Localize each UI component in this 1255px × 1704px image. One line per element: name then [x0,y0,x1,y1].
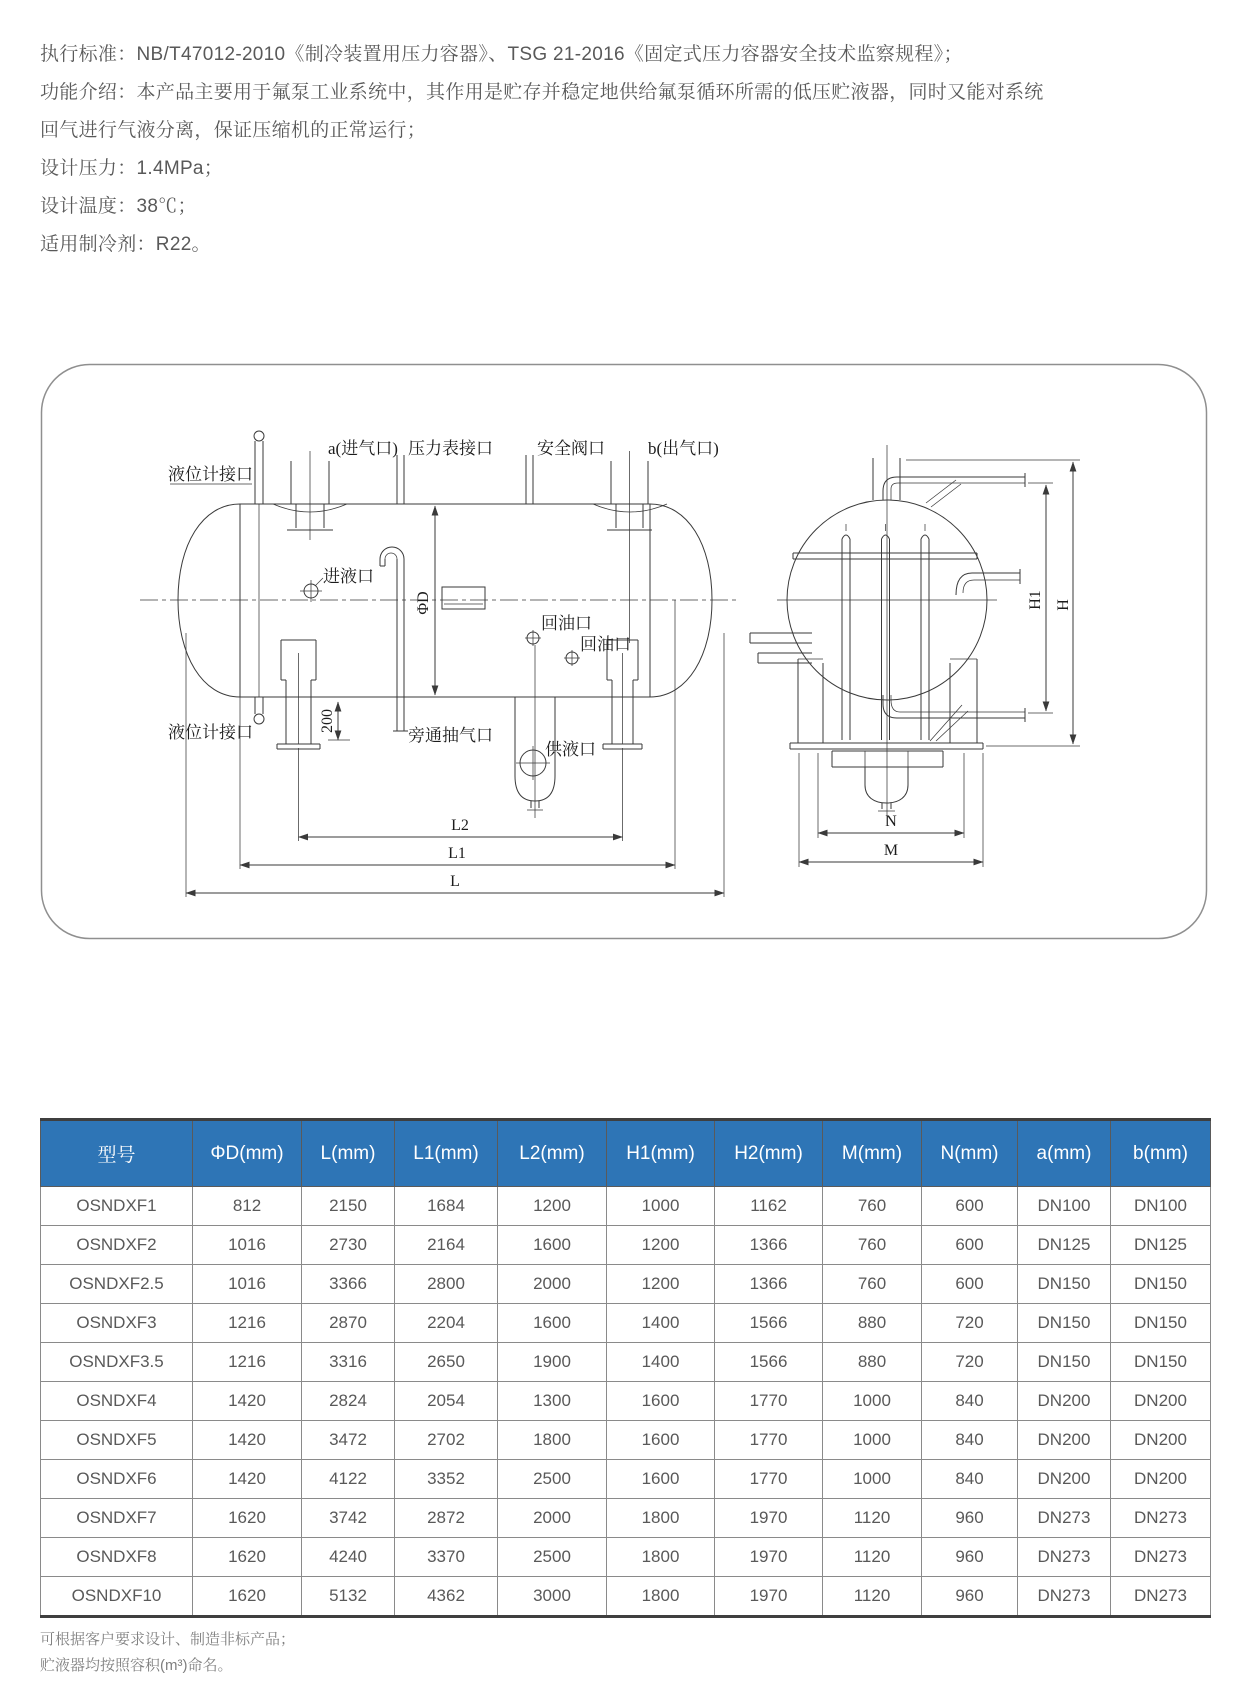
intro-line: 适用制冷剂：R22。 [40,234,211,255]
model-cell: OSNDXF2.5 [41,1265,193,1304]
oil-return-label-2: 回油口 [580,635,631,654]
value-cell: 840 [922,1382,1018,1421]
value-cell: 1016 [193,1265,302,1304]
value-cell: 1770 [715,1460,823,1499]
intro-line: 回气进行气液分离，保证压缩机的正常运行； [40,120,427,141]
value-cell: 3366 [302,1265,395,1304]
end-right-pipe [956,569,1020,595]
table-row [41,1343,1211,1382]
column-header: L1(mm) [395,1120,498,1187]
liquid-inlet-label: 进液口 [323,567,374,586]
column-header: L2(mm) [498,1120,607,1187]
value-cell: 1770 [715,1421,823,1460]
value-cell: 960 [922,1538,1018,1577]
value-cell: 2000 [498,1265,607,1304]
footnote-line: 贮液器均按照容积(m³)命名。 [40,1657,233,1674]
value-cell: DN200 [1111,1421,1211,1460]
level-gauge-bottom-nozzle [254,697,264,724]
safety-valve-label: 安全阀口 [537,439,605,458]
table-row [41,1265,1211,1304]
value-cell: DN125 [1018,1226,1111,1265]
liquid-inlet-port [300,578,323,602]
table-row [41,1460,1211,1499]
value-cell: 2702 [395,1421,498,1460]
value-cell: 760 [823,1265,922,1304]
value-cell: 880 [823,1343,922,1382]
value-cell: 760 [823,1226,922,1265]
intro-text [40,36,1190,264]
intro-line: 设计温度：38℃； [40,196,197,217]
value-cell: 2164 [395,1226,498,1265]
value-cell: DN125 [1111,1226,1211,1265]
footnote-line: 可根据客户要求设计、制造非标产品； [40,1631,296,1648]
value-cell: 1620 [193,1499,302,1538]
tank-shell [178,504,712,697]
value-cell: DN273 [1111,1577,1211,1617]
value-cell: 2872 [395,1499,498,1538]
value-cell: 1016 [193,1226,302,1265]
value-cell: 1600 [607,1421,715,1460]
value-cell: 812 [193,1187,302,1226]
model-cell: OSNDXF5 [41,1421,193,1460]
value-cell: 1600 [498,1226,607,1265]
footnotes [40,1627,295,1679]
value-cell: 1600 [607,1460,715,1499]
value-cell: 720 [922,1304,1018,1343]
spec-table [40,1118,1211,1618]
value-cell: 1420 [193,1421,302,1460]
value-cell: DN273 [1111,1499,1211,1538]
value-cell: 1620 [193,1538,302,1577]
value-cell: 4362 [395,1577,498,1617]
oil-return-port-1 [525,630,541,646]
table-header-row [41,1120,1211,1187]
value-cell: 1600 [498,1304,607,1343]
value-cell: 3352 [395,1460,498,1499]
value-cell: DN273 [1018,1499,1111,1538]
dim-M-label: M [883,842,899,859]
value-cell: 1400 [607,1343,715,1382]
dim-phiD-label: ΦD [415,591,432,615]
value-cell: 1000 [823,1382,922,1421]
value-cell: 2730 [302,1226,395,1265]
model-cell: OSNDXF2 [41,1226,193,1265]
value-cell: 2824 [302,1382,395,1421]
table-row [41,1538,1211,1577]
liquid-supply-vessel [515,645,555,818]
intro-line: 设计压力：1.4MPa； [40,158,224,179]
model-cell: OSNDXF6 [41,1460,193,1499]
support-leg-left [277,640,320,749]
column-header: L(mm) [302,1120,395,1187]
value-cell: 2500 [498,1460,607,1499]
model-cell: OSNDXF8 [41,1538,193,1577]
dim-L-label: L [450,873,460,890]
table-row [41,1577,1211,1617]
value-cell: 1200 [498,1187,607,1226]
value-cell: DN273 [1018,1538,1111,1577]
table-row [41,1499,1211,1538]
value-cell: 1684 [395,1187,498,1226]
value-cell: 3316 [302,1343,395,1382]
value-cell: 1300 [498,1382,607,1421]
value-cell: 1162 [715,1187,823,1226]
value-cell: 1400 [607,1304,715,1343]
value-cell: DN273 [1018,1577,1111,1617]
value-cell: 1120 [823,1499,922,1538]
value-cell: 1600 [607,1382,715,1421]
model-cell: OSNDXF7 [41,1499,193,1538]
value-cell: 2150 [302,1187,395,1226]
table-row [41,1304,1211,1343]
value-cell: 1566 [715,1304,823,1343]
value-cell: 2500 [498,1538,607,1577]
value-cell: 960 [922,1577,1018,1617]
column-header: M(mm) [823,1120,922,1187]
value-cell: 2800 [395,1265,498,1304]
end-top-nozzle [873,458,1025,507]
model-cell: OSNDXF3.5 [41,1343,193,1382]
value-cell: 600 [922,1226,1018,1265]
support-leg-right [603,640,642,749]
level-gauge-top-nozzle [254,431,264,697]
value-cell: 1000 [607,1187,715,1226]
value-cell: 1216 [193,1304,302,1343]
technical-drawing [40,363,1208,940]
inlet-a-nozzle [273,451,347,540]
value-cell: 840 [922,1421,1018,1460]
model-cell: OSNDXF10 [41,1577,193,1617]
value-cell: 1000 [823,1421,922,1460]
value-cell: 4240 [302,1538,395,1577]
value-cell: 1366 [715,1226,823,1265]
value-cell: 3472 [302,1421,395,1460]
value-cell: 1200 [607,1265,715,1304]
table-row [41,1226,1211,1265]
value-cell: 1970 [715,1538,823,1577]
tank-side-view [140,431,740,897]
value-cell: 880 [823,1304,922,1343]
column-header: b(mm) [1111,1120,1211,1187]
value-cell: 1800 [607,1538,715,1577]
value-cell: 3370 [395,1538,498,1577]
bypass-suction-pipe [380,547,408,731]
value-cell: 5132 [302,1577,395,1617]
value-cell: 1800 [607,1499,715,1538]
value-cell: DN200 [1111,1382,1211,1421]
end-left-stubs [750,633,812,663]
value-cell: 1620 [193,1577,302,1617]
value-cell: 2054 [395,1382,498,1421]
value-cell: 2204 [395,1304,498,1343]
value-cell: 3000 [498,1577,607,1617]
dim-200-label: 200 [319,709,336,733]
column-header: N(mm) [922,1120,1018,1187]
dim-N-label: N [885,813,897,830]
value-cell: 720 [922,1343,1018,1382]
end-lower-pipe [883,695,1025,722]
dim-L2-label: L2 [451,817,469,834]
value-cell: 1800 [498,1421,607,1460]
inlet-a-label: a(进气口) [328,439,398,458]
value-cell: DN200 [1018,1382,1111,1421]
value-cell: DN200 [1111,1460,1211,1499]
value-cell: DN150 [1111,1265,1211,1304]
safety-valve-nozzle [526,455,533,504]
column-header: ΦD(mm) [193,1120,302,1187]
value-cell: 1366 [715,1265,823,1304]
value-cell: 1120 [823,1577,922,1617]
value-cell: 1970 [715,1499,823,1538]
value-cell: 1566 [715,1343,823,1382]
outlet-b-label: b(出气口) [648,439,719,458]
dim-H1-label: H1 [1027,590,1044,610]
pressure-gauge-label: 压力表接口 [408,439,493,458]
end-bottom-vessel [832,751,943,811]
tank-end-view [750,445,1080,867]
value-cell: DN150 [1111,1304,1211,1343]
pressure-gauge-nozzle [397,455,404,504]
value-cell: DN200 [1018,1460,1111,1499]
level-gauge-top-label: 液位计接口 [168,465,253,484]
value-cell: 1120 [823,1538,922,1577]
table-row [41,1382,1211,1421]
value-cell: 3742 [302,1499,395,1538]
end-internal-pipes [793,524,977,740]
bypass-suction-label: 旁通抽气口 [408,726,493,745]
value-cell: 1216 [193,1343,302,1382]
value-cell: 2000 [498,1499,607,1538]
liquid-supply-label: 供液口 [545,740,596,759]
intro-line: 执行标准：NB/T47012-2010《制冷装置用压力容器》、TSG 21-2016《固定式压力容器安全技术监察规程》； [40,44,963,65]
value-cell: 600 [922,1187,1018,1226]
column-header: 型号 [41,1120,193,1187]
value-cell: 760 [823,1187,922,1226]
table-row [41,1187,1211,1226]
level-gauge-bottom-label: 液位计接口 [168,723,253,742]
value-cell: DN200 [1018,1421,1111,1460]
value-cell: 1800 [607,1577,715,1617]
dim-L1-label: L1 [448,845,466,862]
value-cell: 1420 [193,1382,302,1421]
outlet-b-nozzle [593,451,667,643]
model-cell: OSNDXF1 [41,1187,193,1226]
value-cell: 2650 [395,1343,498,1382]
model-cell: OSNDXF3 [41,1304,193,1343]
column-header: a(mm) [1018,1120,1111,1187]
end-support-skirt [790,659,983,749]
dim-H-label: H [1055,599,1072,611]
value-cell: 840 [922,1460,1018,1499]
value-cell: 1200 [607,1226,715,1265]
value-cell: 1900 [498,1343,607,1382]
value-cell: 1420 [193,1460,302,1499]
value-cell: DN273 [1111,1538,1211,1577]
value-cell: DN150 [1018,1343,1111,1382]
internal-bracket [442,587,485,609]
value-cell: 1000 [823,1460,922,1499]
value-cell: 4122 [302,1460,395,1499]
table-row [41,1421,1211,1460]
value-cell: DN100 [1111,1187,1211,1226]
value-cell: DN100 [1018,1187,1111,1226]
value-cell: 960 [922,1499,1018,1538]
oil-return-label-1: 回油口 [541,614,592,633]
model-cell: OSNDXF4 [41,1382,193,1421]
value-cell: 600 [922,1265,1018,1304]
value-cell: 2870 [302,1304,395,1343]
value-cell: 1770 [715,1382,823,1421]
column-header: H2(mm) [715,1120,823,1187]
value-cell: DN150 [1018,1304,1111,1343]
intro-line: 功能介绍：本产品主要用于氟泵工业系统中，其作用是贮存并稳定地供给氟泵循环所需的低压贮液器，同时又能对系统 [40,82,1044,103]
value-cell: DN150 [1018,1265,1111,1304]
column-header: H1(mm) [607,1120,715,1187]
value-cell: 1970 [715,1577,823,1617]
value-cell: DN150 [1111,1343,1211,1382]
oil-return-port-2 [564,650,580,666]
